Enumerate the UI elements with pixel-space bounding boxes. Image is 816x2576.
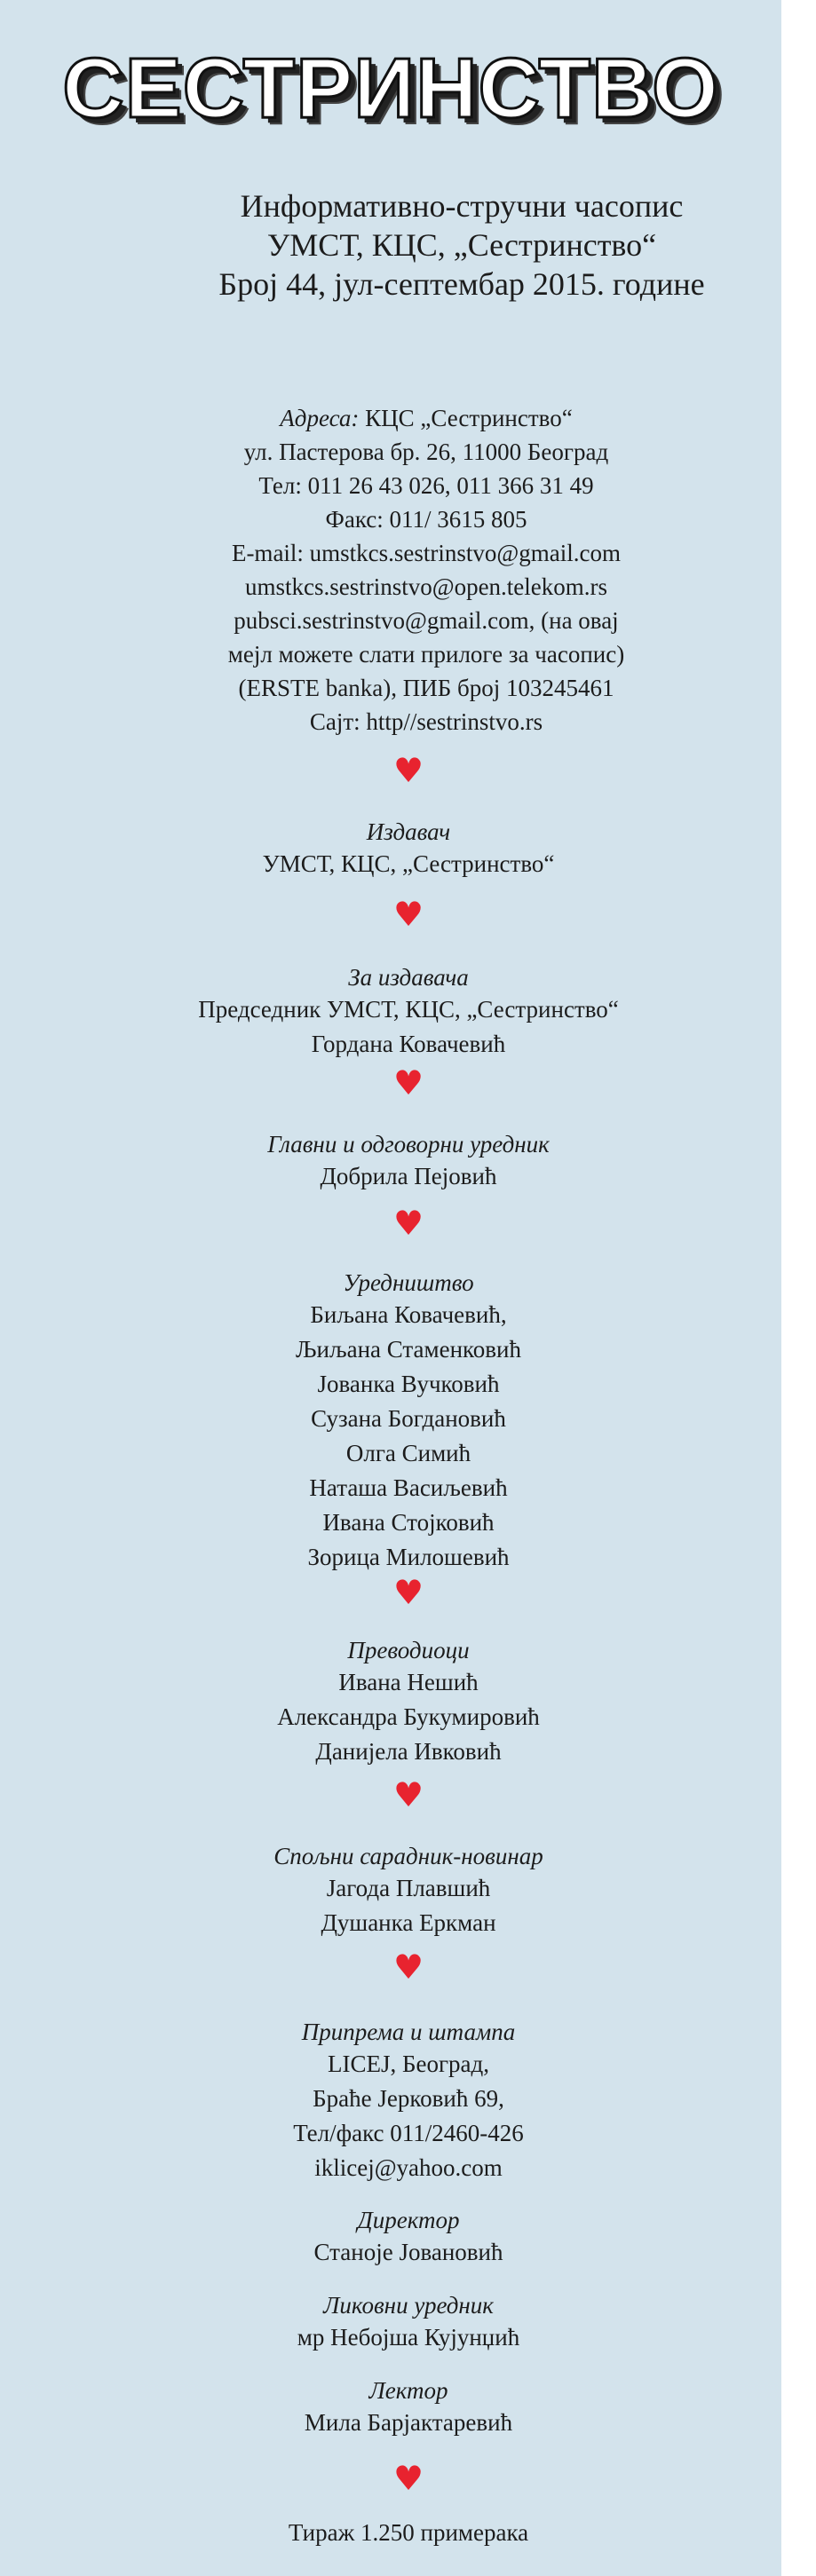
section-role: Преводиоци [347, 1637, 470, 1663]
section-role: Уредништво [343, 1269, 474, 1296]
section-line: Браће Јерковић 69, [313, 2085, 504, 2112]
section-line: Љиљана Стаменковић [295, 1336, 522, 1363]
heart-icon: ♥ [392, 1948, 424, 1987]
section-line: Данијела Ивковић [315, 1738, 502, 1765]
address-note: мејл можете слати прилоге за часопис) [227, 641, 625, 668]
circulation-line: Тираж 1.250 примерака [288, 2519, 529, 2546]
section-role: Ликовни уредник [323, 2292, 494, 2319]
subtitle-line: Информативно-стручни часопис [240, 188, 684, 224]
website-line: Сајт: http//sestrinstvo.rs [309, 708, 543, 735]
section-line: Станоје Јовановић [313, 2239, 503, 2265]
magazine-title: СЕСТРИНСТВО [62, 41, 719, 136]
address-label: Адреса: [280, 405, 360, 431]
section-line: Душанка Еркман [321, 1909, 496, 1936]
address-block [178, 401, 675, 739]
section-line: УМСТ, КЦС, „Сестринство“ [262, 850, 555, 877]
section-line: Ивана Стојковић [322, 1509, 495, 1536]
journalist-block [160, 1841, 657, 1940]
section-line: Јагода Плавшић [326, 1875, 491, 1901]
section-role: За издавача [348, 964, 469, 991]
section-line: Александра Букумировић [277, 1703, 540, 1730]
address-org: КЦС „Сестринство“ [359, 405, 573, 431]
subtitle-line: УМСТ, КЦС, „Сестринство“ [266, 227, 657, 263]
proofreader-block [160, 2375, 657, 2440]
heart-icon: ♥ [392, 1063, 424, 1102]
heart-icon: ♥ [392, 2459, 424, 2498]
director-block [160, 2205, 657, 2270]
section-line: Наташа Васиљевић [309, 1474, 508, 1501]
heart-icon: ♥ [392, 1775, 424, 1814]
subtitle [142, 186, 781, 304]
fax-line: Факс: 011/ 3615 805 [325, 506, 527, 533]
address-line: ул. Пастерова бр. 26, 11000 Београд [243, 439, 609, 465]
email-line: umstkcs.sestrinstvo@open.telekom.rs [244, 573, 608, 600]
section-role: Директор [357, 2207, 460, 2233]
section-role: Главни и одговорни уредник [267, 1131, 550, 1158]
subtitle-line: Број 44, јул-септембар 2015. године [218, 266, 705, 302]
section-line: Биљана Ковачевић, [310, 1301, 507, 1328]
address-first-line [178, 401, 675, 435]
section-line: Тел/факс 011/2460-426 [293, 2120, 524, 2146]
section-line: Председник УМСТ, КЦС, „Сестринство“ [198, 996, 619, 1023]
section-line: Гордана Ковачевић [311, 1031, 506, 1057]
section-line: Ивана Нешић [338, 1669, 479, 1695]
printing-block [160, 2017, 657, 2185]
section-line: LICEJ, Београд, [327, 2051, 490, 2077]
section-line: Сузана Богдановић [311, 1405, 506, 1432]
email-line: pubsci.sestrinstvo@gmail.com, (на овај [234, 607, 619, 634]
heart-icon: ♥ [392, 895, 424, 934]
publisher-block [160, 817, 657, 881]
bank-line: (ERSTE banka), ПИБ број 103245461 [238, 675, 614, 701]
section-line: Зорица Милошевић [307, 1544, 510, 1570]
editorial-board-block [160, 1268, 657, 1575]
email-line: E-mail: umstkcs.sestrinstvo@gmail.com [231, 540, 622, 566]
editor-in-chief-block [160, 1129, 657, 1194]
section-role: Спољни сарадник-новинар [273, 1843, 543, 1869]
art-editor-block [160, 2290, 657, 2355]
section-line: Јованка Вучковић [317, 1371, 500, 1397]
phone-line: Тел: 011 26 43 026, 011 366 31 49 [258, 472, 594, 499]
translators-block [160, 1635, 657, 1769]
section-role: Припрема и штампа [301, 2019, 516, 2045]
email-line: iklicej@yahoo.com [314, 2154, 503, 2181]
heart-icon: ♥ [392, 751, 424, 790]
circulation-block [160, 2516, 657, 2550]
section-role: Лектор [368, 2377, 448, 2404]
section-line: мр Небојша Кујунџић [297, 2324, 520, 2351]
section-line: Олга Симић [345, 1440, 471, 1466]
section-role: Издавач [366, 818, 451, 845]
heart-icon: ♥ [392, 1573, 424, 1612]
for-publisher-block [160, 962, 657, 1062]
heart-icon: ♥ [392, 1204, 424, 1243]
section-line: Мила Барјактаревић [304, 2409, 513, 2436]
section-line: Добрила Пејовић [320, 1163, 497, 1189]
